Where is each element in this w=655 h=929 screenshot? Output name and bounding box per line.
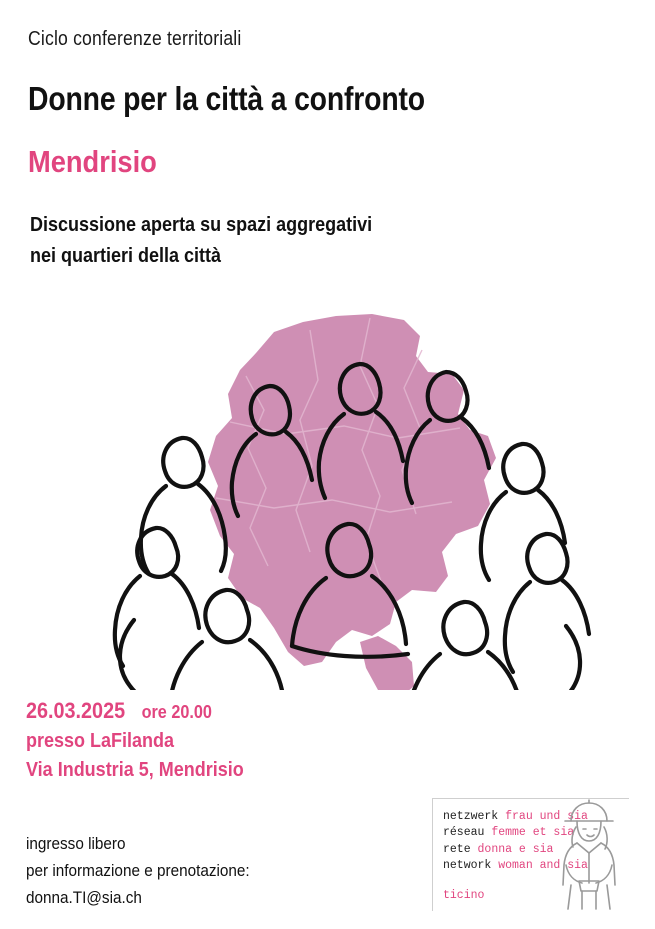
logo-line-de-name: frau und sia [505, 810, 588, 823]
logo-line-fr-prefix: réseau [443, 826, 492, 840]
logo-line-en-name: woman and sia [498, 859, 588, 873]
city-subtitle: Mendrisio [28, 144, 157, 179]
contact-block [26, 830, 250, 912]
event-date-time [26, 695, 244, 727]
event-description-line-2: nei quartieri della città [30, 245, 222, 267]
kicker-text: Ciclo conferenze territoriali [28, 28, 242, 50]
logo-line-it-name: donna e sia [477, 842, 554, 856]
admission-note: ingresso libero [26, 834, 126, 853]
organization-logo [432, 798, 629, 911]
logo-line-en-prefix: network [443, 859, 499, 873]
page-title: Donne per la città a confronto [28, 80, 425, 117]
event-venue: presso LaFilanda [26, 729, 175, 752]
contact-email[interactable]: donna.TI@sia.ch [26, 888, 142, 908]
event-description [30, 210, 372, 272]
ticino-map-shape [208, 314, 496, 690]
event-description-line-1: Discussione aperta su spazi aggregativi [30, 214, 373, 236]
event-time: ore 20.00 [141, 702, 212, 722]
logo-region-label: ticino [443, 889, 485, 902]
event-date: 26.03.2025 [26, 698, 126, 723]
engineer-figure-icon [549, 799, 623, 911]
event-details [26, 695, 244, 785]
illustration-map-and-figures [60, 290, 595, 690]
logo-line-fr-name: femme et sia [491, 826, 575, 840]
logo-line-it-prefix: rete [443, 842, 478, 856]
logo-line-de-prefix: netzwerk [443, 810, 506, 823]
booking-label: per informazione e prenotazione: [26, 861, 250, 881]
event-address: Via Industria 5, Mendrisio [26, 758, 244, 781]
